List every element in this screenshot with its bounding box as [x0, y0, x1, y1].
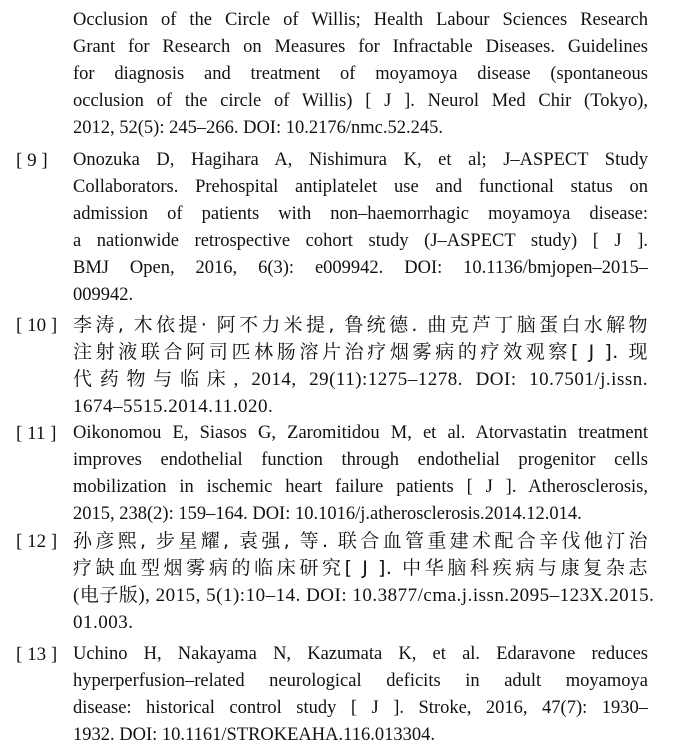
- reference-text: [73, 528, 655, 636]
- reference-line: admission of patients with non–haemorrhagic moyamoya disease:: [73, 204, 648, 224]
- reference-line: 李涛, 木依提· 阿不力米提, 鲁统德. 曲克芦丁脑蛋白水解物: [73, 314, 648, 336]
- reference-line: Grant for Research on Measures for Infractable Diseases. Guidelines: [73, 37, 648, 57]
- reference-line: 2012, 52(5): 245–266. DOI: 10.2176/nmc.52.245.: [73, 118, 443, 138]
- reference-line: improves endothelial function through endothelial progenitor cells: [73, 450, 648, 470]
- reference-line: 1932. DOI: 10.1161/STROKEAHA.116.013304.: [73, 725, 435, 745]
- reference-text: [73, 312, 648, 420]
- reference-line: BMJ Open, 2016, 6(3): e009942. DOI: 10.1136/bmjopen–2015–: [73, 258, 648, 278]
- reference-line: for diagnosis and treatment of moyamoya disease (spontaneous: [73, 64, 648, 84]
- reference-line: 注射液联合阿司匹林肠溶片治疗烟雾病的疗效观察[ J ]. 现: [73, 341, 648, 363]
- reference-line: Occlusion of the Circle of Willis; Health Labour Sciences Research: [73, 10, 648, 30]
- reference-number: [ 11 ]: [16, 423, 57, 444]
- reference-number: [ 13 ]: [16, 644, 58, 665]
- reference-line: (电子版), 2015, 5(1):10–14. DOI: 10.3877/cma.j.issn.2095–123X.2015.: [73, 585, 655, 606]
- reference-line: hyperperfusion–related neurological deficits in adult moyamoya: [73, 671, 648, 691]
- reference-line: a nationwide retrospective cohort study (J–ASPECT study) [ J ].: [73, 231, 648, 251]
- reference-line: Collaborators. Prehospital antiplatelet use and functional status on: [73, 177, 648, 197]
- reference-text: [73, 7, 648, 142]
- reference-line: 孙彦熙, 步星耀, 袁强, 等. 联合血管重建术配合辛伐他汀治: [73, 530, 648, 552]
- reference-line: mobilization in ischemic heart failure patients [ J ]. Atherosclerosis,: [73, 477, 648, 497]
- reference-number: [ 12 ]: [16, 531, 58, 552]
- reference-line: 01.003.: [73, 612, 134, 633]
- reference-text: [73, 420, 648, 528]
- reference-text: [73, 641, 648, 749]
- reference-line: 疗缺血型烟雾病的临床研究[ J ]. 中华脑科疾病与康复杂志: [73, 557, 648, 579]
- reference-line: disease: historical control study [ J ]. Stroke, 2016, 47(7): 1930–: [73, 698, 648, 718]
- reference-line: Onozuka D, Hagihara A, Nishimura K, et al; J–ASPECT Study: [73, 150, 648, 170]
- reference-line: occlusion of the circle of Willis) [ J ]. Neurol Med Chir (Tokyo),: [73, 91, 648, 111]
- reference-line: 009942.: [73, 285, 134, 305]
- reference-line: 1674–5515.2014.11.020.: [73, 396, 274, 417]
- reference-number: [ 9 ]: [16, 150, 48, 171]
- reference-line: Uchino H, Nakayama N, Kazumata K, et al. Edaravone reduces: [73, 644, 648, 664]
- reference-line: Oikonomou E, Siasos G, Zaromitidou M, et al. Atorvastatin treatment: [73, 423, 648, 443]
- reference-number: [ 10 ]: [16, 315, 58, 336]
- reference-line: 2015, 238(2): 159–164. DOI: 10.1016/j.atherosclerosis.2014.12.014.: [73, 504, 582, 524]
- reference-line: 代药物与临床, 2014, 29(11):1275–1278. DOI: 10.7501/j.issn.: [73, 369, 648, 390]
- reference-text: [73, 147, 648, 309]
